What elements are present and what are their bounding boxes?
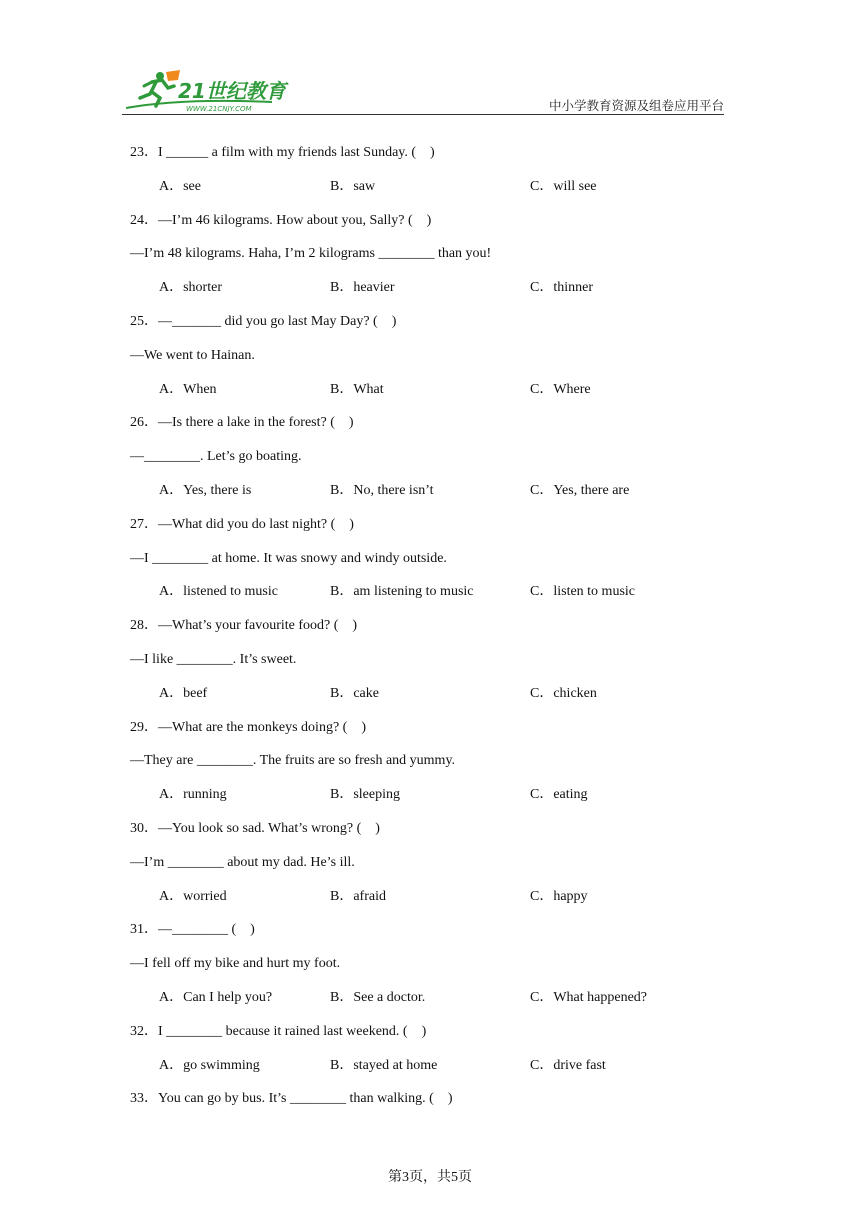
question-item [130,920,730,1021]
option-c: C．Yes, there are [530,482,630,498]
option-c: C．will see [530,178,597,194]
option-c: C．thinner [530,280,593,296]
question-stem: 30．—You look so sad. What’s wrong? ( ) [130,820,380,836]
option-c: C．eating [530,787,588,803]
question-item [130,819,730,920]
question-response: —I fell off my bike and hurt my foot. [130,956,341,972]
options-row [130,988,730,1022]
options-row [130,380,730,414]
option-b: B．cake [330,685,379,701]
logo-url: WWW.21CNJY.COM [186,105,252,112]
option-c: C．drive fast [530,1057,606,1073]
option-a: A．running [159,787,227,803]
question-response: —I’m ________ about my dad. He’s ill. [130,854,355,870]
question-stem: 29．—What are the monkeys doing? ( ) [130,719,366,735]
question-item [130,143,730,211]
question-stem: 24．—I’m 46 kilograms. How about you, Sally? ( ) [130,212,432,228]
option-b: B．am listening to music [330,584,474,600]
option-b: B．saw [330,178,376,194]
question-list [130,143,730,1123]
question-response: —________. Let’s go boating. [130,449,302,465]
option-a: A．worried [159,888,227,904]
question-response: —We went to Hainan. [130,347,255,363]
question-item [130,1022,730,1090]
option-c: C．happy [530,888,588,904]
question-stem: 26．—Is there a lake in the forest? ( ) [130,415,354,431]
option-b: B．sleeping [330,787,400,803]
options-row [130,684,730,718]
option-b: B．heavier [330,280,395,296]
question-stem: 33．You can go by bus. It’s ________ than walking. ( ) [130,1091,453,1107]
option-c: C．Where [530,381,591,397]
question-item [130,515,730,616]
options-row [130,582,730,616]
option-b: B．No, there isn’t [330,482,434,498]
question-stem: 32．I ________ because it rained last weekend. ( ) [130,1023,427,1039]
options-row [130,481,730,515]
options-row [130,1056,730,1090]
question-item [130,211,730,312]
option-a: A．beef [159,685,208,701]
question-item [130,616,730,717]
option-a: A．When [159,381,217,397]
option-b: B．What [330,381,384,397]
option-c: C．listen to music [530,584,635,600]
question-stem: 28．—What’s your favourite food? ( ) [130,618,358,634]
question-item [130,413,730,514]
question-stem: 25．—_______ did you go last May Day? ( ) [130,313,397,329]
option-a: A．listened to music [159,584,278,600]
header-platform-text: 中小学教育资源及组卷应用平台 [548,98,724,113]
option-a: A．Yes, there is [159,482,252,498]
option-b: B．afraid [330,888,386,904]
page-header [122,66,724,114]
question-response: —I ________ at home. It was snowy and windy outside. [130,550,447,566]
question-item [130,1089,730,1123]
question-stem: 27．—What did you do last night? ( ) [130,516,354,532]
option-c: C．What happened? [530,989,648,1005]
question-stem: 31．—________ ( ) [130,922,255,938]
option-b: B．stayed at home [330,1057,438,1073]
option-c: C．chicken [530,685,597,701]
header-divider [122,114,724,115]
options-row [130,177,730,211]
logo-text: 21世纪教育 [178,79,286,103]
option-a: A．Can I help you? [159,989,273,1005]
question-stem: 23．I ______ a film with my friends last Sunday. ( ) [130,145,435,160]
options-row [130,278,730,312]
question-response: —I’m 48 kilograms. Haha, I’m 2 kilograms ________ than you! [130,246,492,262]
option-a: A．shorter [159,280,222,296]
page-number: 第3页，共5页 [388,1170,472,1185]
question-response: —They are ________. The fruits are so fresh and yummy. [130,753,456,769]
question-response: —I like ________. It’s sweet. [130,651,297,667]
options-row [130,785,730,819]
question-item [130,312,730,413]
option-a: A．go swimming [159,1057,260,1073]
logo-21cnjy [122,68,292,112]
options-row [130,887,730,921]
option-b: B．See a doctor. [330,989,426,1005]
option-a: A．see [159,178,201,194]
question-item [130,718,730,819]
